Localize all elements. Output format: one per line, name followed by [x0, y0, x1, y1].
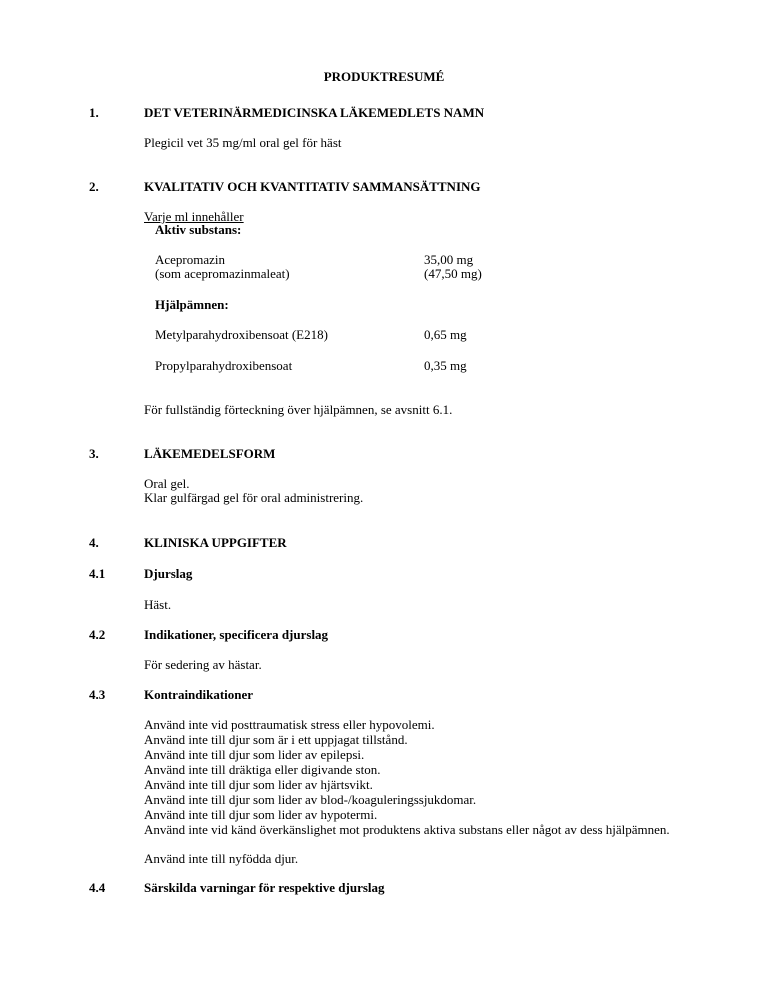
- contraindication-line: Använd inte till dräktiga eller digivande ston.: [144, 762, 381, 777]
- excipients-heading: Hjälpämnen:: [155, 297, 229, 312]
- active-substance-salt-amount: (47,50 mg): [424, 266, 482, 281]
- document-title: PRODUKTRESUMÉ: [323, 69, 445, 84]
- active-substance-heading: Aktiv substans:: [155, 222, 242, 237]
- section-1-number: 1.: [89, 105, 99, 120]
- section-4-heading: KLINISKA UPPGIFTER: [144, 535, 287, 550]
- section-4-2-heading: Indikationer, specificera djurslag: [144, 627, 329, 642]
- section-4-3-number: 4.3: [89, 687, 106, 702]
- product-name: Plegicil vet 35 mg/ml oral gel för häst: [144, 135, 342, 150]
- dosage-form-line: Oral gel.: [144, 476, 190, 491]
- section-4-1-number: 4.1: [89, 566, 106, 581]
- section-4-3-heading: Kontraindikationer: [144, 687, 254, 702]
- contraindication-line: Använd inte till djur som lider av hjärtsvikt.: [144, 777, 373, 792]
- active-substance-amount: 35,00 mg: [424, 252, 474, 267]
- contraindication-line: Använd inte till djur som lider av epilepsi.: [144, 747, 365, 762]
- section-2-heading: KVALITATIV OCH KVANTITATIV SAMMANSÄTTNING: [144, 179, 481, 194]
- excipient-name: Metylparahydroxibensoat (E218): [155, 327, 328, 342]
- contraindication-line: Använd inte vid känd överkänslighet mot produktens aktiva substans eller något av dess hjälpämnen.: [144, 822, 670, 837]
- excipients-note: För fullständig förteckning över hjälpämnen, se avsnitt 6.1.: [144, 402, 453, 417]
- excipient-amount: 0,35 mg: [424, 358, 467, 373]
- active-substance-name: Acepromazin: [155, 252, 226, 267]
- section-2-number: 2.: [89, 179, 99, 194]
- section-4-4-number: 4.4: [89, 880, 106, 895]
- section-4-1-heading: Djurslag: [144, 566, 193, 581]
- section-3-heading: LÄKEMEDELSFORM: [144, 446, 276, 461]
- contraindication-line: Använd inte till nyfödda djur.: [144, 851, 299, 866]
- dosage-form-line: Klar gulfärgad gel för oral administrering.: [144, 490, 364, 505]
- composition-intro: Varje ml innehåller: [144, 209, 244, 224]
- target-species: Häst.: [144, 597, 172, 612]
- section-3-number: 3.: [89, 446, 99, 461]
- indication-text: För sedering av hästar.: [144, 657, 262, 672]
- section-4-2-number: 4.2: [89, 627, 106, 642]
- contraindication-line: Använd inte vid posttraumatisk stress eller hypovolemi.: [144, 717, 435, 732]
- contraindication-line: Använd inte till djur som lider av blod-/koaguleringssjukdomar.: [144, 792, 477, 807]
- contraindication-line: Använd inte till djur som lider av hypotermi.: [144, 807, 378, 822]
- excipient-name: Propylparahydroxibensoat: [155, 358, 293, 373]
- excipient-amount: 0,65 mg: [424, 327, 467, 342]
- contraindication-line: Använd inte till djur som är i ett uppjagat tillstånd.: [144, 732, 408, 747]
- section-4-number: 4.: [89, 535, 99, 550]
- section-4-4-heading: Särskilda varningar för respektive djurslag: [144, 880, 385, 895]
- section-1-heading: DET VETERINÄRMEDICINSKA LÄKEMEDLETS NAMN: [144, 105, 485, 120]
- active-substance-salt: (som acepromazinmaleat): [155, 266, 290, 281]
